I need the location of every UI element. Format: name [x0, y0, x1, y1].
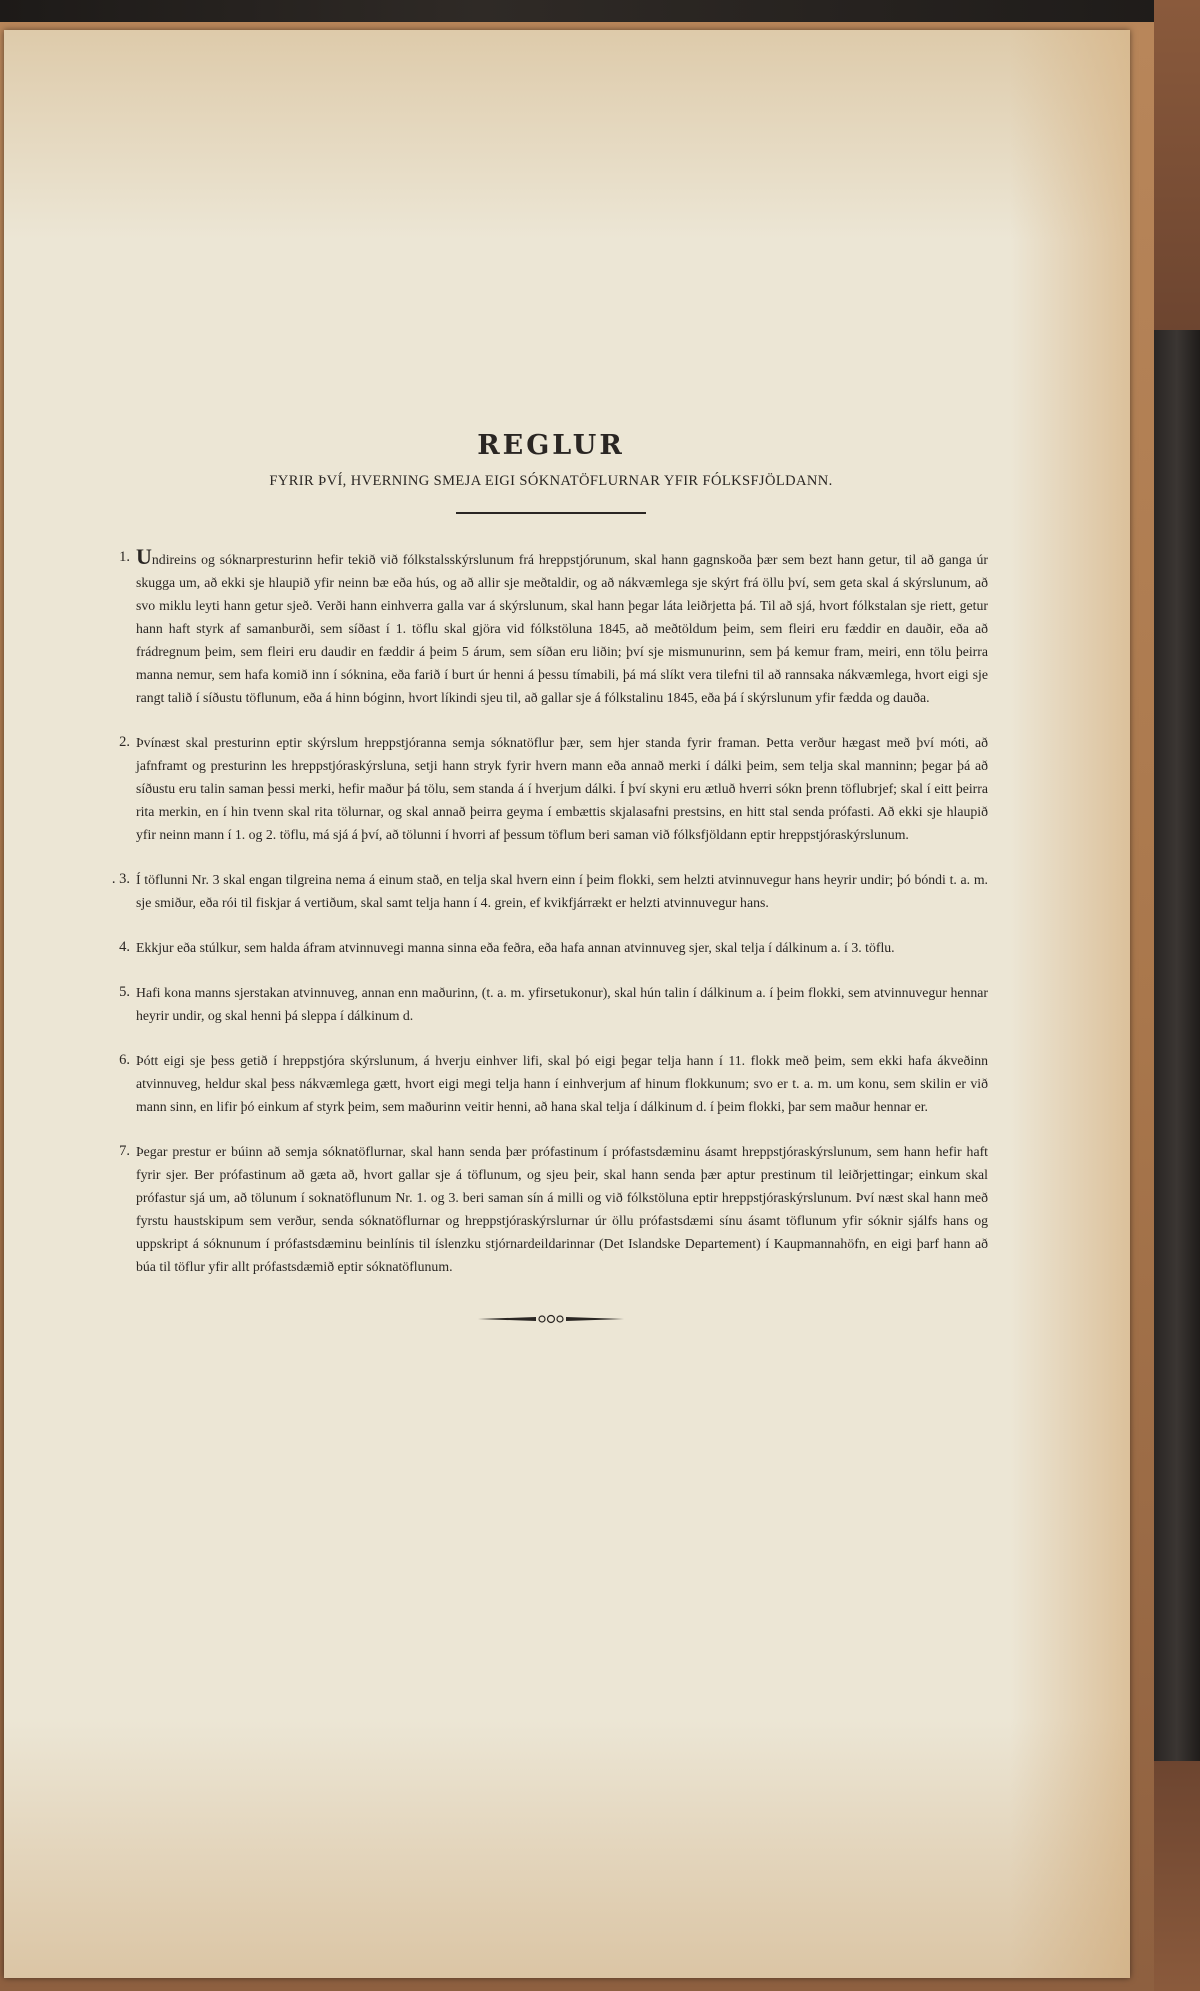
- paragraph-text: Þvínæst skal presturinn eptir skýrslum hreppstjóranna semja sóknatöflur þær, sem hjer standa fyrir framan. Þetta verður hægast með því móti, að jafnframt og presturinn les hreppstjóraskýrsluna, setji hann stryk fyrir hvern mann eða annað merki í dálki þeim, sem telja skal manninn; þegar þá að síðustu eru talin saman þessi merki, hefir maður þá tölu, sem standa á í hverjum dálki. Í því skyni eru ætluð hverri sókn þrenn töflubrjef; skal í eitt þeirra rita merkin, en í hin tvenn skal rita tölurnar, og skal annað þeirra geyma í embættis skjalasafni prestsins, en hitt stal senda prófasti. Að ekki sje hlaupið yfir neinn mann í 1. og 2. töflu, má sjá á því, að tölunni í hvorri af þessum töflum beri saman við fólksfjöldann eptir hreppstjóraskýrslunum.: [136, 735, 988, 842]
- spine-leather-bottom: [1154, 1761, 1200, 1991]
- paragraph-number: . 3.: [111, 871, 130, 887]
- page-stain-top: [4, 30, 1130, 240]
- page-stain-bottom: [4, 1718, 1130, 1978]
- page-stain-right: [1010, 30, 1130, 1978]
- paragraph-number: 7.: [119, 1143, 130, 1159]
- paragraph-1: [114, 546, 988, 709]
- document-page: [4, 30, 1130, 1978]
- paragraph-text: Í töflunni Nr. 3 skal engan tilgreina nema á einum stað, en telja skal hvern einn í þeim flokki, sem helzti atvinnuvegur hans heyrir undir; þó bóndi t. a. m. sje smiður, eða rói til fiskjar á vertiðum, skal samt telja hann í 4. grein, ef kvikfjárrækt er helzti atvinnuvegur hans.: [136, 872, 988, 910]
- drop-cap-letter: U: [136, 544, 152, 569]
- paragraph-4: [114, 936, 988, 959]
- ornament-divider-icon: [476, 1312, 626, 1326]
- document-subtitle: FYRIR ÞVÍ, HVERNING SMEJA EIGI SÓKNATÖFLURNAR YFIR FÓLKSFJÖLDANN.: [269, 473, 833, 489]
- paragraph-number: 4.: [119, 939, 130, 955]
- document-content: [111, 390, 988, 1326]
- paragraph-3: [111, 868, 988, 914]
- paragraph-number: 6.: [119, 1052, 130, 1068]
- paragraph-7: [114, 1140, 988, 1278]
- paragraph-text: Þótt eigi sje þess getið í hreppstjóra skýrslunum, á hverju einhver lifi, skal þó eigi þegar telja hann í 11. flokk með þeim, sem ekki hafa ákveðinn atvinnuveg, heldur skal þess nákvæmlega gætt, hvort eigi megi telja hann í einhverjum af hinum flokkunum; svo er t. a. m. um konu, sem skilin er við mann sinn, en lifir þó einkum af styrk þeim, sem maðurinn veitir henni, að hana skal telja í dálkinum d. í þeim flokki, þar sem maður hennar er.: [136, 1053, 988, 1114]
- title-rule-divider: [456, 512, 646, 514]
- paragraph-number: 1.: [119, 549, 130, 565]
- spine-leather-top: [1154, 0, 1200, 330]
- paragraph-text: Hafi kona manns sjerstakan atvinnuveg, annan enn maðurinn, (t. a. m. yfirsetukonur), skal hún talin í dálkinum a. í þeim flokki, sem atvinnuvegur hennar heyrir undir, og skal henni þá sleppa í dálkinum d.: [136, 985, 988, 1023]
- paragraph-number: 5.: [119, 984, 130, 1000]
- paragraph-2: [114, 731, 988, 846]
- paragraph-6: [114, 1049, 988, 1118]
- paragraph-text: ndireins og sóknarpresturinn hefir tekið við fólkstalsskýrslunum frá hreppstjórunum, skal hann gagnskoða þær sem bezt hann getur, til að ganga úr skugga um, að ekki sje hlaupið yfir neinn bæ eða hús, og að allir sje meðtaldir, og að nákvæmlega sje skýrt frá öllu því, sem geta skal á skýrslunum, að svo miklu leyti hann getur sjeð. Verði hann einhverra galla var á skýrslunum, skal hann þegar láta leiðrjetta þá. Til að sjá, hvort fólkstalan sje riett, getur hann haft styrk af samanburði, sem síðast í 1. töflu skal gjöra vid fólkstöluna 1845, að meðtöldum þeim, sem fleiri eru fæddir en dauðir, eða að frádregnum þeim, sem fleiri eru daudir en fæddir á þeim 5 árum, sem síðan eru liðin; því sje mismunurinn, sem þá kemur fram, meiri, enn tölu þeirra manna nemur, sem hafa komið inn í sóknina, eða farið í burt úr henni á þessu tímabili, þá má slíkt vera tilefni til að rannsaka nákvæmlega, hvort eigi sje rangt talið í síðustu töflunum, eða á hinn bóginn, hvort líkindi sjeu til, að gallar sje á fólkstalinu 1845, eða þá í skýrslunum yfir fædda og dauða.: [136, 552, 988, 705]
- paragraph-number: 2.: [119, 734, 130, 750]
- paragraph-5: [114, 981, 988, 1027]
- paragraph-text: Ekkjur eða stúlkur, sem halda áfram atvinnuvegi manna sinna eða feðra, eða hafa annan atvinnuveg sjer, skal telja í dálkinum a. í 3. töflu.: [136, 940, 895, 955]
- paragraph-text: Þegar prestur er búinn að semja sóknatöflurnar, skal hann senda þær prófastinum í prófastsdæminu ásamt hreppstjóraskýrslunum, sem hann hefir haft fyrir sjer. Ber prófastinum að gæta að, hvort gallar sje á töflunum, og sjeu þeir, skal hann senda þær aptur prestinum til leiðrjettingar; einkum skal prófastur sjá um, að tölunum í soknatöflunum Nr. 1. og 3. beri saman sín á milli og við fólkstöluna eptir hreppstjóraskýrslunum. Því næst skal hann með fyrstu haustskipum sem verður, senda sóknatöflurnar og hreppstjóraskýrslurnar úr öllu prófastsdæmi sínu ásamt töflunum yfir sóknir sjálfs hans og uppskript á sóknunum í prófastsdæminu beinlínis til íslenzku stjórnardeildarinnar (Det Islandske Departement) í Kaupmannahöfn, en eigi þarf hann að búa til töflur yfir allt prófastsdæmið eptir sóknatöflunum.: [136, 1144, 988, 1274]
- document-title: REGLUR: [477, 430, 625, 461]
